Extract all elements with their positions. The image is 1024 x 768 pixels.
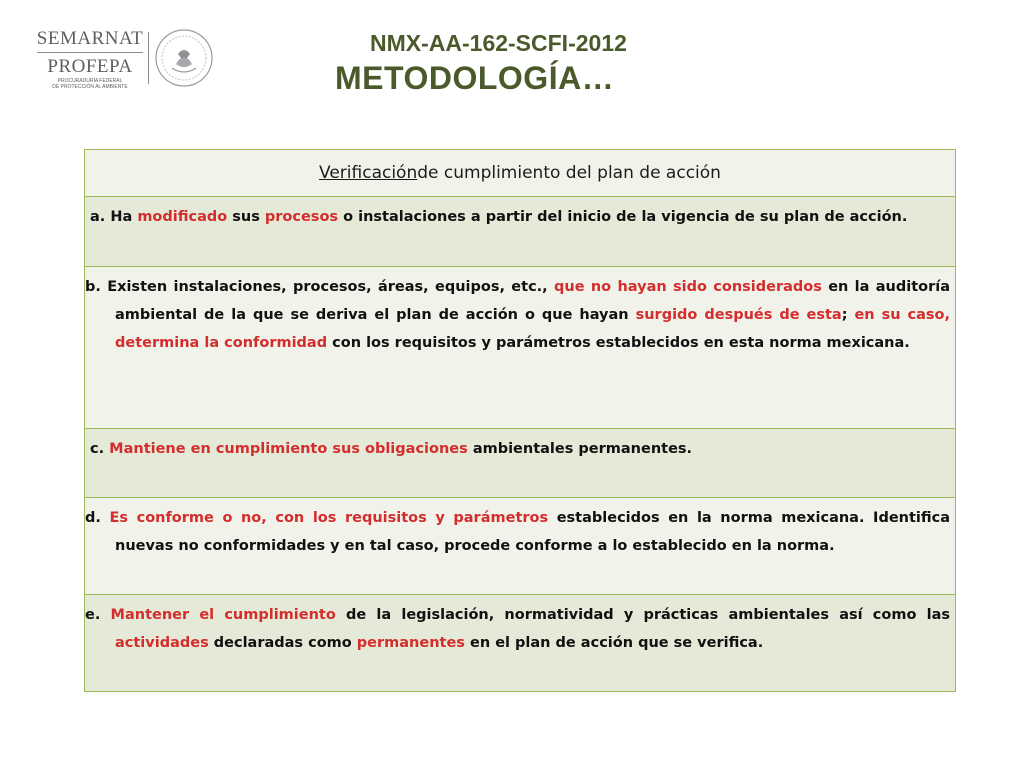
row-c-segment-0: c. xyxy=(90,441,110,457)
row-e-segment-5: permanentes xyxy=(356,635,465,651)
header-rest: de cumplimiento del plan de acción xyxy=(417,163,721,183)
table-row-b xyxy=(85,266,955,428)
row-b-segment-4: ; xyxy=(841,307,855,323)
row-b-segment-5: en su caso, determina la conformidad xyxy=(115,307,950,351)
logo-subtitle-2: DE PROTECCIÓN AL AMBIENTE xyxy=(52,84,128,90)
row-d-text xyxy=(85,498,955,560)
logo-wordmark xyxy=(34,28,146,90)
page-title: METODOLOGÍA… xyxy=(335,60,615,96)
row-b-segment-6: con los requisitos y parámetros establecidos en esta norma mexicana. xyxy=(327,335,910,351)
table-row-d xyxy=(85,497,955,594)
logo-divider xyxy=(148,32,149,84)
row-c-segment-1: Mantiene en cumplimiento sus obligaciones xyxy=(109,441,468,457)
row-d-segment-0: d. xyxy=(85,510,110,526)
row-a-text xyxy=(85,197,955,231)
row-c-segment-2: ambientales permanentes. xyxy=(467,441,693,457)
logo-rule xyxy=(37,52,143,53)
logo-semarnat: SEMARNAT xyxy=(36,28,144,49)
row-a-segment-0: a. Ha xyxy=(90,209,138,225)
row-c-text xyxy=(85,429,955,463)
row-e-segment-0: e. xyxy=(85,607,111,623)
row-b-segment-1: que no hayan sido considerados xyxy=(554,279,822,295)
row-d-segment-2: establecidos en la norma mexicana. Identifica nuevas no conformidades y en tal caso, procede conforme a lo establecido en la norma. xyxy=(115,510,951,554)
row-e-segment-3: actividades xyxy=(115,635,209,651)
row-e-segment-1: Mantener el cumplimiento xyxy=(110,607,336,623)
norm-code: NMX-AA-162-SCFI-2012 xyxy=(370,30,627,56)
header-underlined: Verificación xyxy=(319,163,418,183)
row-b-segment-2: en la auditoría ambiental de la que se deriva el plan de acción o que hayan xyxy=(115,279,951,323)
row-b-segment-3: surgido después de esta xyxy=(635,307,842,323)
row-e-segment-6: en el plan de acción que se verifica. xyxy=(464,635,764,651)
row-a-segment-1: modificado xyxy=(137,209,228,225)
table-row-e xyxy=(85,594,955,691)
logo-subtitle-1: PROCURADURÍA FEDERAL xyxy=(57,78,123,84)
semarnat-profepa-logo xyxy=(34,28,224,98)
row-d-segment-1: Es conforme o no, con los requisitos y parámetros xyxy=(109,510,549,526)
row-e-text xyxy=(85,595,955,657)
row-e-segment-4: declaradas como xyxy=(208,635,357,651)
row-a-segment-2: sus xyxy=(227,209,265,225)
table-row-c xyxy=(85,428,955,497)
row-e-segment-2: de la legislación, normatividad y prácticas ambientales así como las xyxy=(335,607,950,623)
table-row-a xyxy=(85,196,955,266)
national-seal-icon xyxy=(154,28,214,88)
row-b-segment-0: b. Existen instalaciones, procesos, áreas, equipos, etc., xyxy=(85,279,554,295)
row-a-segment-4: o instalaciones a partir del inicio de la vigencia de su plan de acción. xyxy=(338,209,908,225)
row-b-text xyxy=(85,267,955,357)
logo-profepa: PROFEPA xyxy=(47,56,133,77)
table-header xyxy=(85,150,955,196)
verification-table xyxy=(84,149,956,692)
row-a-segment-3: procesos xyxy=(264,209,339,225)
